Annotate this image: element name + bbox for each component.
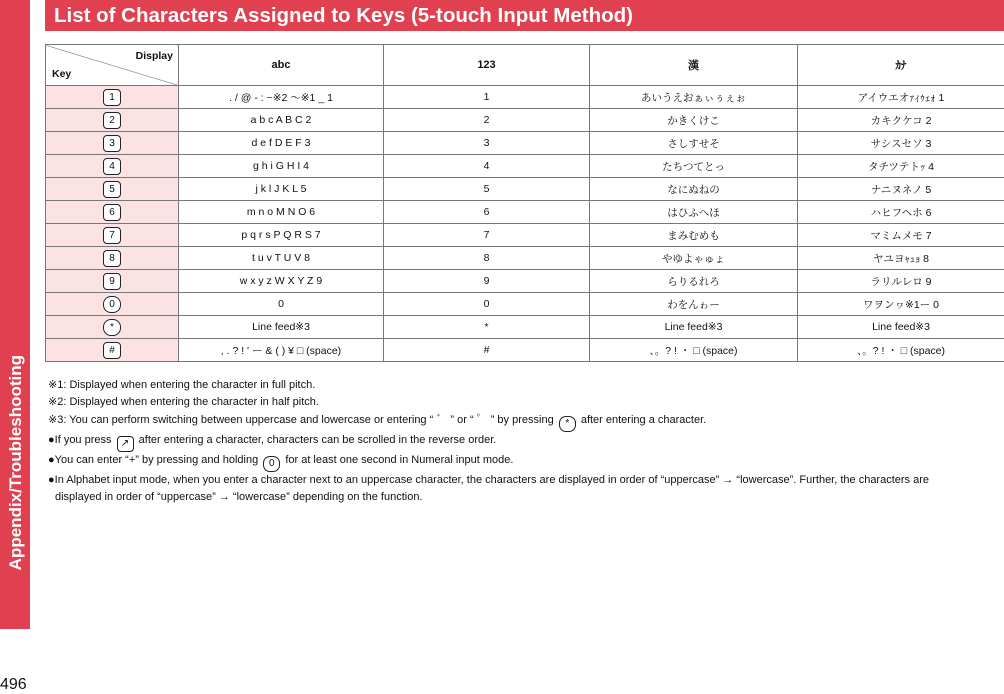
table-row — [46, 178, 1004, 201]
header-corner — [46, 45, 179, 86]
kana-cell: ラリルレロ 9 — [798, 270, 1004, 293]
key-cell — [46, 178, 179, 201]
kanji-cell: はひふへほ — [590, 201, 798, 224]
header-key-label: Key — [52, 68, 71, 80]
page-number: 496 — [0, 676, 27, 694]
kana-cell: アイウエオｧｨｩｪｫ 1 — [798, 86, 1004, 109]
abc-cell: , . ? ! ' ー & ( ) ¥ □ (space) — [179, 339, 384, 362]
key-icon: 4 — [103, 158, 121, 175]
table-row — [46, 270, 1004, 293]
num-cell: 1 — [384, 86, 590, 109]
key-icon: * — [103, 319, 121, 336]
kanji-cell: わをんゎー — [590, 293, 798, 316]
key-cell — [46, 270, 179, 293]
side-label — [4, 0, 28, 570]
key-cell — [46, 224, 179, 247]
abc-cell: a b c A B C 2 — [179, 109, 384, 132]
key-cell — [46, 155, 179, 178]
key-icon: 9 — [103, 273, 121, 290]
key-cell — [46, 293, 179, 316]
asterisk-key-icon: * — [559, 416, 576, 432]
note-3: ※3: You can perform switching between uppercase and lowercase or entering “ ゛ ” or “ ゜ ” by pressing * after entering a character. — [48, 412, 998, 432]
side-tab — [0, 0, 30, 629]
key-character-table — [45, 44, 1004, 362]
kanji-cell: かきくけこ — [590, 109, 798, 132]
table-row — [46, 247, 1004, 270]
header-123: 123 — [384, 45, 590, 86]
key-icon: 1 — [103, 89, 121, 106]
key-cell — [46, 86, 179, 109]
table-row — [46, 155, 1004, 178]
abc-cell: d e f D E F 3 — [179, 132, 384, 155]
key-icon: 2 — [103, 112, 121, 129]
kanji-cell: やゆよゃゅょ — [590, 247, 798, 270]
key-cell — [46, 339, 179, 362]
note-2: ※2: Displayed when entering the character in half pitch. — [48, 394, 998, 411]
kanji-cell: まみむめも — [590, 224, 798, 247]
kanji-cell: Line feed※3 — [590, 316, 798, 339]
num-cell: 6 — [384, 201, 590, 224]
num-cell: 9 — [384, 270, 590, 293]
abc-cell: 0 — [179, 293, 384, 316]
abc-cell: Line feed※3 — [179, 316, 384, 339]
key-cell — [46, 316, 179, 339]
notes — [48, 377, 998, 506]
kana-cell: ワヲンヮ※1ー 0 — [798, 293, 1004, 316]
key-icon: 3 — [103, 135, 121, 152]
num-cell: 4 — [384, 155, 590, 178]
kana-cell: ナニヌネノ 5 — [798, 178, 1004, 201]
num-cell: 3 — [384, 132, 590, 155]
kana-cell: カキクケコ 2 — [798, 109, 1004, 132]
note-5: ●You can enter “+” by pressing and holding 0 for at least one second in Numeral input mode. — [48, 452, 998, 472]
table-row — [46, 339, 1004, 362]
key-icon: # — [103, 342, 121, 359]
kanji-cell: らりるれろ — [590, 270, 798, 293]
abc-cell: g h i G H I 4 — [179, 155, 384, 178]
table-row — [46, 132, 1004, 155]
num-cell: 8 — [384, 247, 590, 270]
header-abc: abc — [179, 45, 384, 86]
kanji-cell: たちつてとっ — [590, 155, 798, 178]
abc-cell: t u v T U V 8 — [179, 247, 384, 270]
kana-cell: ヤユヨｬｭｮ 8 — [798, 247, 1004, 270]
key-icon: 5 — [103, 181, 121, 198]
kanji-cell: さしすせそ — [590, 132, 798, 155]
zero-key-icon: 0 — [263, 456, 280, 472]
num-cell: 0 — [384, 293, 590, 316]
key-cell — [46, 247, 179, 270]
key-icon: 6 — [103, 204, 121, 221]
note-1: ※1: Displayed when entering the character in full pitch. — [48, 377, 998, 394]
abc-cell: p q r s P Q R S 7 — [179, 224, 384, 247]
num-cell: 2 — [384, 109, 590, 132]
key-cell — [46, 201, 179, 224]
num-cell: * — [384, 316, 590, 339]
key-cell — [46, 132, 179, 155]
kanji-cell: 、。? ! ・ □ (space) — [590, 339, 798, 362]
table-row — [46, 201, 1004, 224]
num-cell: # — [384, 339, 590, 362]
num-cell: 5 — [384, 178, 590, 201]
header-kanji: 漢 — [590, 45, 798, 86]
num-cell: 7 — [384, 224, 590, 247]
note-6: ●In Alphabet input mode, when you enter a character next to an uppercase character, the characters are displayed in order of “uppercase” → “lowercase”. Further, the characters are displayed in order of “uppercase” → “lowercase” depending on the function. — [48, 472, 998, 507]
key-icon: 0 — [103, 296, 121, 313]
table-header-row — [46, 45, 1004, 86]
side-label-text: Appendix/Troubleshooting — [6, 355, 26, 570]
key-cell — [46, 109, 179, 132]
table-row — [46, 316, 1004, 339]
kana-cell: 、。? ! ・ □ (space) — [798, 339, 1004, 362]
key-icon: 8 — [103, 250, 121, 267]
clear-key-icon: ↗ — [117, 436, 134, 452]
kanji-cell: あいうえおぁぃぅぇぉ — [590, 86, 798, 109]
page-title: List of Characters Assigned to Keys (5-touch Input Method) — [45, 0, 1004, 31]
abc-cell: j k l J K L 5 — [179, 178, 384, 201]
table-row — [46, 86, 1004, 109]
note-4: ●If you press ↗ after entering a character, characters can be scrolled in the reverse order. — [48, 432, 998, 452]
header-kana: ｶﾅ — [798, 45, 1004, 86]
abc-cell: . / @ - : ~※2 〜※1 _ 1 — [179, 86, 384, 109]
abc-cell: w x y z W X Y Z 9 — [179, 270, 384, 293]
abc-cell: m n o M N O 6 — [179, 201, 384, 224]
kana-cell: タチツテトｯ 4 — [798, 155, 1004, 178]
header-display-label: Display — [136, 50, 173, 62]
table-row — [46, 293, 1004, 316]
kanji-cell: なにぬねの — [590, 178, 798, 201]
table-row — [46, 224, 1004, 247]
kana-cell: Line feed※3 — [798, 316, 1004, 339]
kana-cell: ハヒフヘホ 6 — [798, 201, 1004, 224]
table-row — [46, 109, 1004, 132]
key-icon: 7 — [103, 227, 121, 244]
kana-cell: サシスセソ 3 — [798, 132, 1004, 155]
kana-cell: マミムメモ 7 — [798, 224, 1004, 247]
